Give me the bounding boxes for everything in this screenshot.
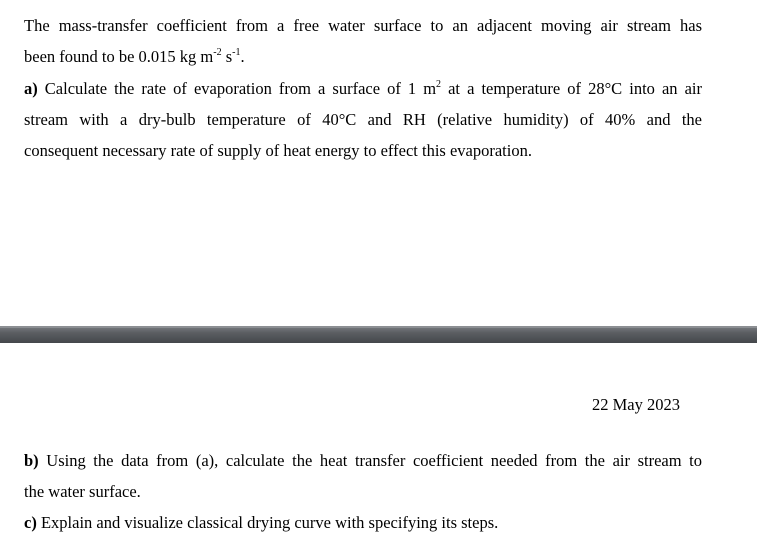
part-a-line-2: [24, 110, 702, 130]
part-a-text-1: Calculate the rate of evaporation from a surface of 1 m: [37, 79, 437, 98]
intro-text-1: The mass-transfer coefficient from a free water surface to an adjacent moving air stream has: [24, 16, 702, 35]
exponent-m: -2: [213, 47, 222, 58]
part-a-text-3: consequent necessary rate of supply of heat energy to effect this evaporation.: [24, 141, 532, 160]
intro-line-1: [24, 16, 702, 36]
part-a-text-1b: at a temperature of 28°C into an air: [441, 79, 703, 98]
part-a-line-1: [24, 79, 702, 99]
intro-line-2: [24, 47, 245, 67]
part-b-text-2: the water surface.: [24, 482, 141, 501]
exponent-area: 2: [436, 79, 442, 90]
part-b-label: b): [24, 451, 39, 470]
part-a-text-2: stream with a dry-bulb temperature of 40°C and RH (relative humidity) of 40% and the: [24, 110, 702, 129]
intro-text-2: been found to be 0.015 kg m: [24, 47, 214, 66]
page-divider: [0, 326, 757, 343]
part-b-line-1: [24, 451, 702, 471]
part-a-label: a): [24, 79, 38, 98]
part-c-line-1: [24, 513, 498, 533]
part-a-line-3: [24, 141, 532, 161]
intro-end: .: [240, 47, 245, 66]
part-c-label: c): [24, 513, 37, 532]
part-c-text-1: Explain and visualize classical drying curve with specifying its steps.: [36, 513, 499, 532]
part-b-text-1: Using the data from (a), calculate the heat transfer coefficient needed from the air stream to: [38, 451, 702, 470]
part-b-line-2: [24, 482, 141, 502]
exponent-s: -1: [232, 47, 241, 58]
date-text: 22 May 2023: [592, 395, 680, 414]
intro-unit-s: s: [221, 47, 233, 66]
